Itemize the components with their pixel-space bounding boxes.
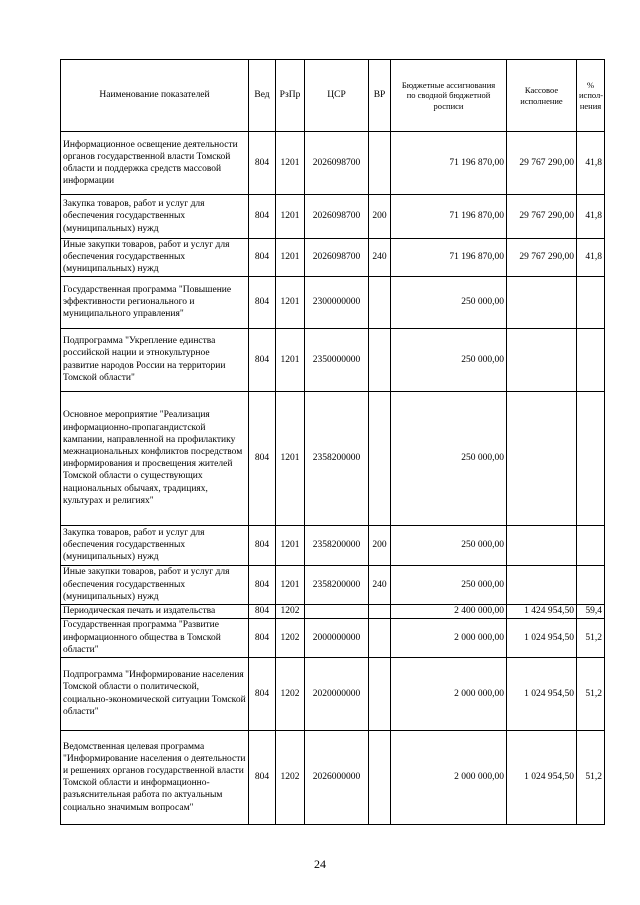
cell-percent: 51,2	[577, 657, 605, 730]
cell-budget: 250 000,00	[391, 565, 507, 604]
header-budget: Бюджетные ассигнования по сводной бюджетной росписи	[391, 60, 507, 132]
cell-ved: 804	[249, 132, 276, 195]
cell-cash: 1 424 954,50	[507, 604, 577, 618]
cell-rzpr: 1201	[276, 391, 305, 525]
table-row	[61, 276, 605, 328]
table-row	[61, 565, 605, 604]
cell-csr: 2350000000	[305, 328, 369, 391]
cell-percent	[577, 391, 605, 525]
cell-vr: 200	[369, 195, 391, 239]
table-row	[61, 195, 605, 239]
cell-rzpr: 1201	[276, 276, 305, 328]
cell-rzpr: 1202	[276, 604, 305, 618]
cell-vr	[369, 276, 391, 328]
header-rzpr: РзПр	[276, 60, 305, 132]
cell-cash	[507, 391, 577, 525]
cell-name: Государственная программа "Повышение эффективности регионального и муниципального управления"	[61, 276, 249, 328]
cell-name: Подпрограмма "Укрепление единства российской нации и этнокультурное развитие народов России на территории Томской области"	[61, 328, 249, 391]
cell-vr	[369, 618, 391, 657]
cell-name: Основное мероприятие "Реализация информационно-пропагандистской кампании, направленной на профилактику межнациональных конфликтов посредством информирования и просвещения жителей Томской области о существующих национальных обычаях, традициях, культурах и религиях"	[61, 391, 249, 525]
cell-ved: 804	[249, 730, 276, 824]
cell-rzpr: 1202	[276, 730, 305, 824]
cell-vr	[369, 328, 391, 391]
cell-cash	[507, 525, 577, 565]
cell-budget: 2 000 000,00	[391, 657, 507, 730]
cell-vr	[369, 657, 391, 730]
cell-csr: 2300000000	[305, 276, 369, 328]
cell-csr: 2358200000	[305, 565, 369, 604]
table-row	[61, 730, 605, 824]
cell-percent: 51,2	[577, 730, 605, 824]
cell-percent: 41,8	[577, 195, 605, 239]
table-row	[61, 391, 605, 525]
cell-vr	[369, 391, 391, 525]
cell-percent	[577, 565, 605, 604]
cell-cash: 1 024 954,50	[507, 657, 577, 730]
table-row	[61, 132, 605, 195]
cell-rzpr: 1202	[276, 657, 305, 730]
table-row	[61, 657, 605, 730]
cell-percent: 51,2	[577, 618, 605, 657]
table-row	[61, 239, 605, 277]
cell-ved: 804	[249, 239, 276, 277]
header-percent: % испол-нения	[577, 60, 605, 132]
table-header-row	[61, 60, 605, 132]
cell-ved: 804	[249, 276, 276, 328]
cell-cash: 29 767 290,00	[507, 239, 577, 277]
cell-rzpr: 1201	[276, 239, 305, 277]
cell-name: Государственная программа "Развитие информационного общества в Томской области"	[61, 618, 249, 657]
cell-csr	[305, 604, 369, 618]
cell-budget: 250 000,00	[391, 328, 507, 391]
header-csr: ЦСР	[305, 60, 369, 132]
cell-rzpr: 1201	[276, 132, 305, 195]
table-row	[61, 328, 605, 391]
cell-cash: 29 767 290,00	[507, 195, 577, 239]
page-number: 24	[314, 857, 326, 871]
cell-budget: 2 000 000,00	[391, 730, 507, 824]
cell-name: Иные закупки товаров, работ и услуг для обеспечения государственных (муниципальных) нужд	[61, 239, 249, 277]
cell-budget: 2 000 000,00	[391, 618, 507, 657]
cell-ved: 804	[249, 525, 276, 565]
cell-csr: 2026098700	[305, 132, 369, 195]
cell-rzpr: 1202	[276, 618, 305, 657]
cell-cash: 1 024 954,50	[507, 618, 577, 657]
budget-execution-table	[60, 59, 605, 825]
cell-budget: 71 196 870,00	[391, 132, 507, 195]
cell-name: Информационное освещение деятельности органов государственной власти Томской области и поддержка средств массовой информации	[61, 132, 249, 195]
cell-name: Подпрограмма "Информирование населения Томской области о политической, социально-экономической ситуации Томской области"	[61, 657, 249, 730]
cell-csr: 2358200000	[305, 525, 369, 565]
cell-budget: 71 196 870,00	[391, 195, 507, 239]
cell-vr: 200	[369, 525, 391, 565]
cell-percent: 59,4	[577, 604, 605, 618]
header-name: Наименование показателей	[61, 60, 249, 132]
cell-ved: 804	[249, 618, 276, 657]
cell-cash	[507, 328, 577, 391]
header-vr: ВР	[369, 60, 391, 132]
cell-percent	[577, 328, 605, 391]
cell-rzpr: 1201	[276, 565, 305, 604]
cell-ved: 804	[249, 328, 276, 391]
cell-vr	[369, 604, 391, 618]
cell-csr: 2026098700	[305, 239, 369, 277]
header-cash: Кассовое исполнение	[507, 60, 577, 132]
cell-percent	[577, 276, 605, 328]
cell-csr: 2358200000	[305, 391, 369, 525]
cell-ved: 804	[249, 604, 276, 618]
cell-budget: 2 400 000,00	[391, 604, 507, 618]
cell-ved: 804	[249, 565, 276, 604]
table-row	[61, 604, 605, 618]
cell-name: Ведомственная целевая программа "Информирование населения о деятельности и решениях органов государственной власти Томской области и информационно-разъяснительная работа по актуальным социально значимым вопросам"	[61, 730, 249, 824]
cell-percent: 41,8	[577, 239, 605, 277]
cell-vr	[369, 132, 391, 195]
cell-rzpr: 1201	[276, 525, 305, 565]
cell-csr: 2026000000	[305, 730, 369, 824]
cell-csr: 2000000000	[305, 618, 369, 657]
cell-vr: 240	[369, 565, 391, 604]
cell-rzpr: 1201	[276, 195, 305, 239]
table-row	[61, 618, 605, 657]
cell-rzpr: 1201	[276, 328, 305, 391]
cell-budget: 71 196 870,00	[391, 239, 507, 277]
cell-cash	[507, 276, 577, 328]
cell-percent	[577, 525, 605, 565]
table-row	[61, 525, 605, 565]
cell-percent: 41,8	[577, 132, 605, 195]
cell-csr: 2020000000	[305, 657, 369, 730]
cell-ved: 804	[249, 657, 276, 730]
cell-name: Иные закупки товаров, работ и услуг для обеспечения государственных (муниципальных) нужд	[61, 565, 249, 604]
cell-vr	[369, 730, 391, 824]
cell-vr: 240	[369, 239, 391, 277]
header-ved: Вед	[249, 60, 276, 132]
cell-budget: 250 000,00	[391, 391, 507, 525]
cell-name: Периодическая печать и издательства	[61, 604, 249, 618]
cell-budget: 250 000,00	[391, 525, 507, 565]
cell-cash: 29 767 290,00	[507, 132, 577, 195]
cell-cash: 1 024 954,50	[507, 730, 577, 824]
cell-ved: 804	[249, 391, 276, 525]
cell-budget: 250 000,00	[391, 276, 507, 328]
cell-ved: 804	[249, 195, 276, 239]
cell-name: Закупка товаров, работ и услуг для обеспечения государственных (муниципальных) нужд	[61, 525, 249, 565]
cell-csr: 2026098700	[305, 195, 369, 239]
cell-cash	[507, 565, 577, 604]
cell-name: Закупка товаров, работ и услуг для обеспечения государственных (муниципальных) нужд	[61, 195, 249, 239]
